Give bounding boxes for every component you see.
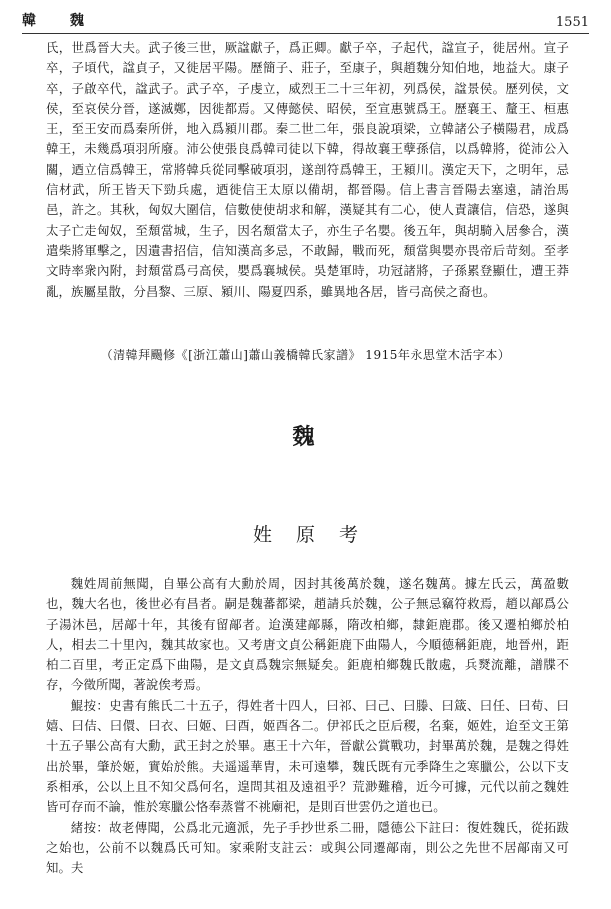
main-passage (46, 574, 569, 878)
paragraph-3: 緒按：故老傳聞，公爲北元適派，先子手抄世系二冊，隱德公下註曰：復姓魏氏，從拓跋之始也，公前不以魏爲氏可知。家乘附支註云：或與公同遷鄗南，則公之先世不居鄗南又可知。夫 (46, 819, 569, 876)
top-passage (46, 38, 569, 302)
section-subtitle: 姓原考 (252, 524, 382, 546)
page-header (22, 10, 589, 34)
page-number: 1551 (555, 15, 589, 30)
top-paragraph: 氏，世爲晉大夫。武子後三世，厥諡獻子，爲正卿。獻子卒，子起代，諡宣子，徙居州。宣子卒，子頃代，諡貞子，又徙居平陽。歷簡子、莊子，至康子，與趙魏分知伯地，地益大。康子卒，子啟卒代，諡武子。武子卒，子虔立，威烈王二十三年初，列爲侯，諡景侯。歷列侯，文侯，至哀侯分晉，遂滅鄭，因徙都焉。又傳懿侯、昭侯，至宣惠號爲王。歷襄王、釐王、桓惠王，至王安而爲秦所併，地入爲潁川郡。秦二世二年，張良說項梁，立韓諸公子橫陽君，成爲韓王，未幾爲項羽所廢。沛公使張良爲韓司徒以下韓，得故襄王孽孫信，以爲韓將，從沛公入關，迺立信爲韓王，常將韓兵從同擊破項羽，遂剖符爲韓王，王潁川。漢定天下，之明年，忌信材武，所王皆天下勁兵處，迺徙信王太原以備胡，都晉陽。信上書言晉陽去塞遠，請治馬邑，許之。其秋，匈奴大圍信，信數使使胡求和解，漢疑其有二心，使人責讓信，信恐，遂與太子亡走匈奴，至頹當城，生子，因名頹當太子，亦生子名嬰。後五年，與胡騎入居參合，漢遣柴將軍擊之，因遺書招信，信知漢高多忌，不敢歸，戰而死，頹當與嬰亦畏帝后苛刻。至孝文時率衆內附，封頹當爲弓高侯，嬰爲襄城侯。吳楚軍時，功冠諸將，子孫累登顯仕，遭王莽亂，族屬星散，分昌黎、三原、潁川、陽夏四系，雖異地各居，皆弓高侯之裔也。 (46, 40, 569, 299)
paragraph-1: 魏姓周前無聞，自畢公高有大勳於周，因封其後萬於魏，遂名魏萬。據左氏云，萬盈數也，魏大名也，後世必有昌者。嗣是魏蕃都梁，趙請兵於魏，公子無忌竊符救焉，趙以鄗爲公子湯沐邑，居鄗十年，其後有留鄗者。迨漢建鄗縣，隋改柏鄉，隸鉅鹿郡。後又遷柏鄉於柏人，相去二十里內，魏其故家也。又考唐文貞公稱鉅鹿下曲陽人，今順德稱鉅鹿，地晉州，距柏二百里，考正定爲下曲陽，是文貞爲魏宗無疑矣。鉅鹿柏鄉魏氏散處，兵燹流離，譜牒不存，今徵所聞，著說俟考焉。 (46, 576, 569, 693)
paragraph-2: 鯤按：史書有熊氏二十五子，得姓者十四人，曰祁、曰己、曰滕、曰箴、曰任、曰荀、曰嬉、曰佶、曰儇、曰衣、曰姬、曰酉，姬酉各二。伊祁氏之臣后稷，名棄，姬姓，迨至文王第十五子畢公高有大勳，武王封之於畢。惠王十六年，晉獻公賞戰功，封畢萬於魏，是魏之得姓出於畢，肇於姬，實始於熊。夫遥遥華胄，未可遠攀，魏氏既有元季降生之寒臘公，公以下支系相承，公以上且不知父爲何名，遑問其祖及遠祖乎？荒渺難稽，近今可據，元代以前之魏姓皆可存而不論，惟於寒臘公恪奉蒸嘗不祧廟祀，是則百世雲仍之道也已。 (46, 697, 569, 815)
source-citation: （清韓拜颺修《[浙江蕭山]蕭山義橋韓氏家譜》 1915年永思堂木活字本） (100, 348, 511, 362)
section-title: 魏 (292, 424, 319, 450)
running-title: 韓 魏 (22, 13, 94, 29)
